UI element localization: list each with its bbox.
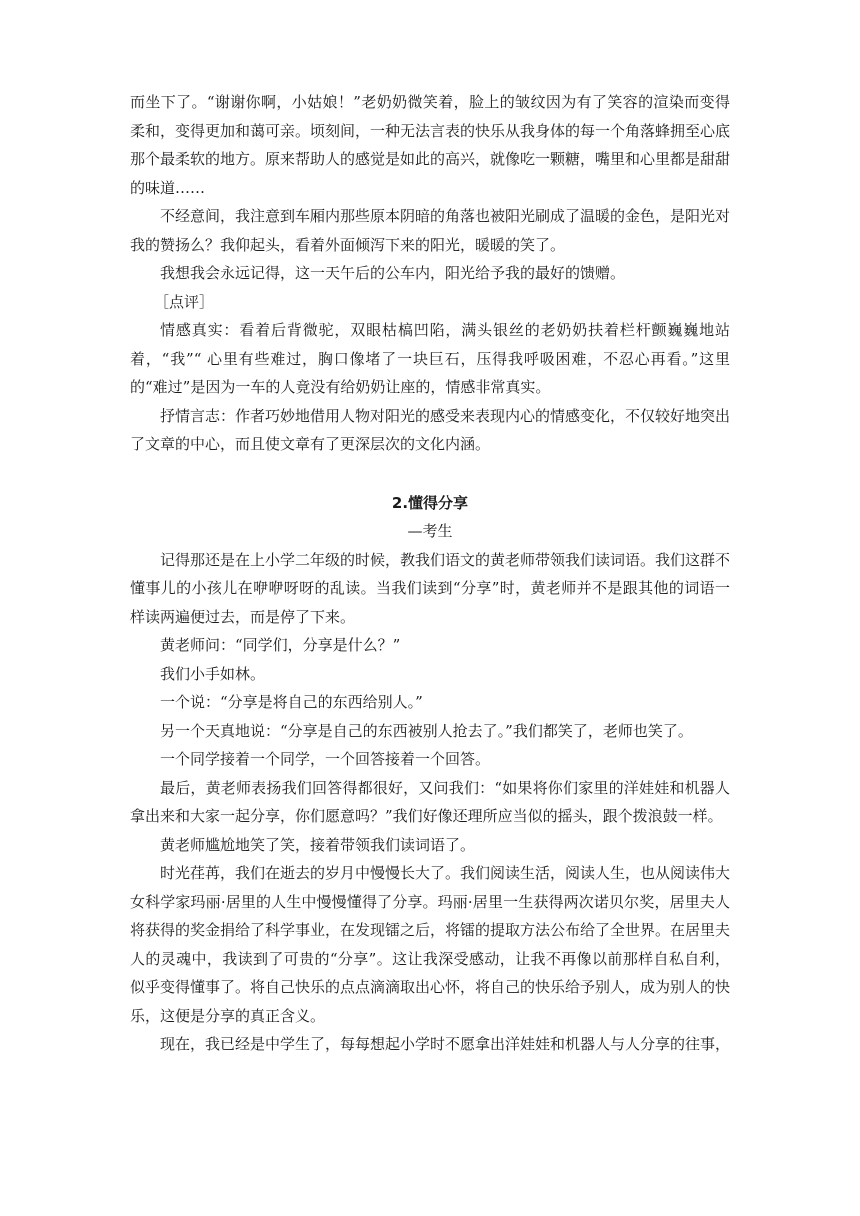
essay2-paragraph: 我们小手如林。: [160, 664, 266, 683]
essay2-paragraph: 黄老师尴尬地笑了笑，接着带领我们读词语了。: [160, 835, 476, 854]
essay2-paragraph: 现在，我已经是中学生了，每每想起小学时不愿拿出洋娃娃和机器人与人分享的往事，: [160, 1035, 731, 1053]
review-heading: ［点评］: [154, 292, 215, 311]
essay2-paragraph: 黄老师问：“同学们，分享是什么？”: [160, 636, 401, 654]
essay1-paragraph: 而坐下了。“谢谢你啊，小姑娘！”老奶奶微笑着，脸上的皱纹因为有了笑容的渲染而变得柔和，变得更加和蔼可亲。顷刻间，一种无法言表的快乐从我身体的每一个角落蜂拥至心底那个最柔软的地方。原来帮助人的感觉是如此的高兴，就像吃一颗糖，嘴里和心里都是甜甜的味道……: [130, 93, 731, 197]
essay2-paragraph: 记得那还是在上小学二年级的时候，教我们语文的黄老师带领我们读词语。我们这群不懂事儿的小孩儿在咿咿呀呀的乱读。当我们读到“分享”时，黄老师并不是跟其他的词语一样读两遍便过去，而是停了下来。: [130, 550, 731, 626]
essay1-paragraph: 不经意间，我注意到车厢内那些原本阴暗的角落也被阳光刷成了温暖的金色，是阳光对我的赞扬么？我仰起头，看着外面倾泻下来的阳光，暖暖的笑了。: [130, 207, 731, 254]
document-page: [130, 88, 730, 1059]
essay2-paragraph: 一个同学接着一个同学，一个回答接着一个回答。: [160, 750, 491, 768]
essay-title: 2.懂得分享: [391, 493, 469, 512]
essay1-paragraph: 我想我会永远记得，这一天午后的公车内，阳光给予我的最好的馈赠。: [160, 264, 626, 282]
review-paragraph: 情感真实：看着后背微驼，双眼枯槁凹陷，满头银丝的老奶奶扶着栏杆颤巍巍地站着，“我”“ 心里有些难过，胸口像堵了一块巨石，压得我呼吸困难，不忍心再看。”这里的“难过”是因为一车的人竟没有给奶奶让座的，情感非常真实。: [130, 321, 730, 396]
essay-author: —考生: [407, 522, 453, 540]
essay2-paragraph: 时光荏苒，我们在逝去的岁月中慢慢长大了。我们阅读生活，阅读人生，也从阅读伟大女科学家玛丽·居里的人生中慢慢懂得了分享。玛丽·居里一生获得两次诺贝尔奖，居里夫人将获得的奖金捐给了科学事业，在发现镭之后，将镭的提取方法公布给了全世界。在居里夫人的灵魂中，我读到了可贵的“分享”。这让我深受感动，让我不再像以前那样自私自利，似乎变得懂事了。将自己快乐的点点滴滴取出心怀，将自己的快乐给予别人，成为别人的快乐，这便是分享的真正含义。: [130, 864, 731, 1025]
essay2-paragraph: 另一个天真地说：“分享是自己的东西被别人抢去了。”我们都笑了，老师也笑了。: [160, 721, 693, 740]
section-spacer: [130, 459, 730, 489]
essay2-paragraph: 最后，黄老师表扬我们回答得都很好，又问我们：“如果将你们家里的洋娃娃和机器人拿出来和大家一起分享，你们愿意吗？”我们好像还理所应当似的摇头，跟个拨浪鼓一样。: [130, 778, 730, 825]
review-paragraph: 抒情言志：作者巧妙地借用人物对阳光的感受来表现内心的情感变化，不仅较好地突出了文章的中心，而且使文章有了更深层次的文化内涵。: [130, 406, 731, 453]
essay2-paragraph: 一个说：“分享是将自己的东西给别人。”: [160, 693, 423, 711]
